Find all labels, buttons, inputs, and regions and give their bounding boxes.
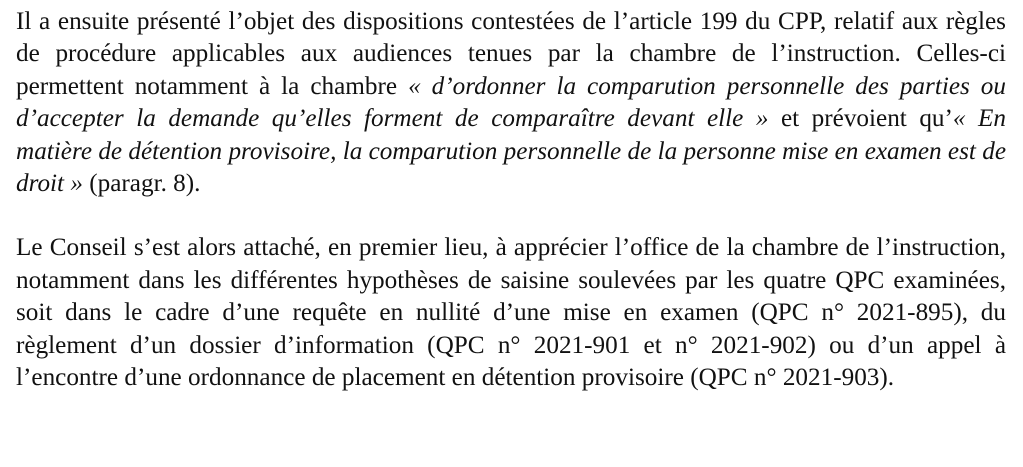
- paragraph-1-text-a: Il a ensuite présenté l’objet des dispositions contestées de l’article 199 du CPP, relatif aux règles de procédure applicables aux audiences tenues par la chambre de l’instruction. Celles-ci permettent notamment à la chambre: [16, 8, 1006, 100]
- paragraph-2-text: Le Conseil s’est alors attaché, en premier lieu, à apprécier l’office de la chambre de l’instruction, notamment dans les différentes hypothèses de saisine soulevées par les quatre QPC examinées, soit dans le cadre d’une requête en nullité d’une mise en examen (QPC n° 2021-895), du règlement d’un dossier d’information (QPC n° 2021-901 et n° 2021-902) ou d’un appel à l’encontre d’une ordonnance de placement en détention provisoire (QPC n° 2021-903).: [16, 234, 1006, 392]
- paragraph-1-text-b: et prévoient qu’: [768, 105, 953, 133]
- paragraph-1-quote-a: « d’ordonner la comparution personnelle des parties ou d’accepter la demande qu’elles forment de comparaître devant elle »: [16, 72, 1006, 133]
- paragraph-1-quote-b: « En matière de détention provisoire, la comparution personnelle de la personne mise en examen est de droit »: [16, 105, 1007, 198]
- paragraph-2: [16, 232, 1006, 394]
- paragraph-1: [16, 6, 1006, 200]
- paragraph-1-text-c: (paragr. 8).: [82, 170, 201, 198]
